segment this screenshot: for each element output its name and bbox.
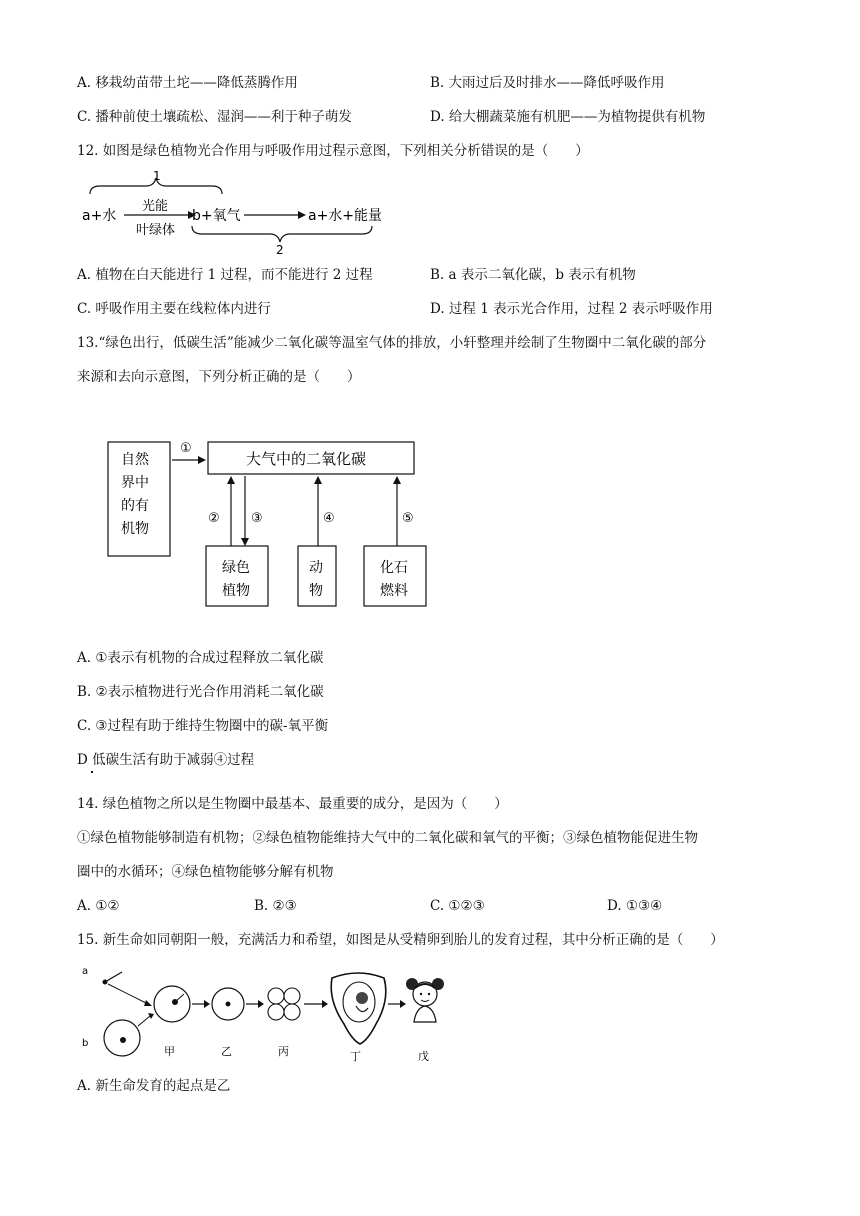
baby-mouth <box>421 1000 429 1002</box>
q12-process-diagram <box>80 166 400 256</box>
label-ding: 丁 <box>350 1050 361 1063</box>
q13-arrowhead-5 <box>393 476 401 484</box>
label-b: b <box>82 1038 89 1049</box>
nature-line-1: 自然 <box>121 452 149 468</box>
fetus-body <box>356 1006 368 1012</box>
arrow-b-to-jia <box>138 1016 150 1026</box>
q13-stem-line1: 13.“绿色出行，低碳生活”能减少二氧化碳等温室气体的排放，小轩整理并绘制了生物圈中二氧化碳的部分 <box>77 335 707 351</box>
sperm-tail <box>105 972 122 982</box>
nature-line-2: 界中 <box>121 475 149 491</box>
q12-label-2: 2 <box>276 243 284 256</box>
fossil-line-1: 化石 <box>380 560 408 576</box>
q12-arrowhead-2 <box>298 211 306 219</box>
label-a: a <box>82 966 89 977</box>
q14-option-c: C. ①②③ <box>430 898 485 914</box>
arrowhead-b-to-jia <box>148 1013 154 1019</box>
q13-n5: ⑤ <box>402 511 414 526</box>
q13-n1: ① <box>180 441 192 456</box>
q14-option-b: B. ②③ <box>254 898 297 914</box>
arrowhead-bing-ding <box>322 1000 328 1008</box>
fetus <box>356 992 368 1004</box>
q12-condition-light: 光能 <box>142 199 169 214</box>
nature-line-3: 的有 <box>121 498 149 514</box>
q13-n4: ④ <box>323 511 335 526</box>
q14-stem: 14. 绿色植物之所以是生物圈中最基本、最重要的成分，是因为（ ） <box>77 796 508 812</box>
label-wu: 戊 <box>418 1050 429 1063</box>
arrowhead-yi-bing <box>258 1000 264 1008</box>
q13-n2: ② <box>208 511 220 526</box>
q15-option-a: A. 新生命发育的起点是乙 <box>77 1078 231 1094</box>
label-jia: 甲 <box>164 1045 175 1058</box>
q13-stem-line2: 来源和去向示意图，下列分析正确的是（ ） <box>77 369 361 385</box>
q13-arrowhead-4 <box>314 476 322 484</box>
q14-body-line1: ①绿色植物能够制造有机物；②绿色植物能维持大气中的二氧化碳和氧气的平衡；③绿色植物能促进生物 <box>77 830 698 846</box>
yi-nucleus <box>226 1002 231 1007</box>
q12-middle: b+氧气 <box>192 208 241 224</box>
arrowhead-jia-yi <box>204 1000 210 1008</box>
animals-line-1: 动 <box>309 560 323 576</box>
atmosphere-label: 大气中的二氧化碳 <box>246 450 367 468</box>
q12-option-b: B. a 表示二氧化碳，b 表示有机物 <box>430 267 636 283</box>
q12-stem: 12. 如图是绿色植物光合作用与呼吸作用过程示意图，下列相关分析错误的是（ ） <box>77 143 589 159</box>
bing-cell-4 <box>284 1004 300 1020</box>
stray-dot <box>91 771 93 773</box>
bing-cell-1 <box>268 988 284 1004</box>
q15-development-diagram <box>78 960 458 1066</box>
plants-line-2: 植物 <box>222 583 250 599</box>
bing-cell-2 <box>284 988 300 1004</box>
q13-option-b: B. ②表示植物进行光合作用消耗二氧化碳 <box>77 684 324 700</box>
plants-line-1: 绿色 <box>222 560 250 576</box>
q13-option-a: A. ①表示有机物的合成过程释放二氧化碳 <box>77 650 324 666</box>
q11-option-a: A. 移栽幼苗带土坨——降低蒸腾作用 <box>77 75 298 91</box>
baby-eye-right <box>428 993 430 995</box>
zygote-sperm-trace <box>175 994 184 1002</box>
label-yi: 乙 <box>221 1045 232 1058</box>
q13-option-d: D 低碳生活有助于减弱④过程 <box>77 752 255 768</box>
arrowhead-a-to-jia <box>144 1000 152 1006</box>
fossil-line-2: 燃料 <box>380 583 408 599</box>
q14-option-a: A. ①② <box>77 898 120 914</box>
arrow-a-to-jia <box>108 984 148 1004</box>
q13-option-c: C. ③过程有助于维持生物圈中的碳-氧平衡 <box>77 718 329 734</box>
q11-option-c: C. 播种前使土壤疏松、湿润——利于种子萌发 <box>77 109 352 125</box>
q12-product: a+水+能量 <box>308 208 383 224</box>
q12-option-d: D. 过程 1 表示光合作用，过程 2 表示呼吸作用 <box>430 301 713 317</box>
q11-option-d: D. 给大棚蔬菜施有机肥——为植物提供有机物 <box>430 109 706 125</box>
q13-carbon-cycle-diagram <box>100 432 440 612</box>
label-bing: 丙 <box>278 1045 289 1058</box>
q12-condition-chloroplast: 叶绿体 <box>136 223 176 238</box>
q13-arrowhead-3 <box>241 538 249 546</box>
q12-reactant: a+水 <box>82 208 117 224</box>
arrowhead-ding-wu <box>400 1000 406 1008</box>
q13-arrowhead-1 <box>198 456 206 464</box>
baby-body <box>414 1006 436 1022</box>
egg-nucleus <box>120 1037 126 1043</box>
q15-stem: 15. 新生命如同朝阳一般，充满活力和希望，如图是从受精卵到胎儿的发育过程，其中分析正确的是（ ） <box>77 932 724 948</box>
animals-line-2: 物 <box>309 583 323 599</box>
q13-arrowhead-2 <box>227 476 235 484</box>
q11-option-b: B. 大雨过后及时排水——降低呼吸作用 <box>430 75 665 91</box>
q12-option-a: A. 植物在白天能进行 1 过程，而不能进行 2 过程 <box>77 267 373 283</box>
q12-option-c: C. 呼吸作用主要在线粒体内进行 <box>77 301 271 317</box>
nature-line-4: 机物 <box>121 521 149 537</box>
q14-option-d: D. ①③④ <box>607 898 663 914</box>
q13-n3: ③ <box>251 511 263 526</box>
zygote <box>154 986 190 1022</box>
bing-cell-3 <box>268 1004 284 1020</box>
q14-body-line2: 圈中的水循环；④绿色植物能够分解有机物 <box>77 864 334 880</box>
q12-label-1: 1 <box>153 169 161 183</box>
baby-eye-left <box>420 993 422 995</box>
